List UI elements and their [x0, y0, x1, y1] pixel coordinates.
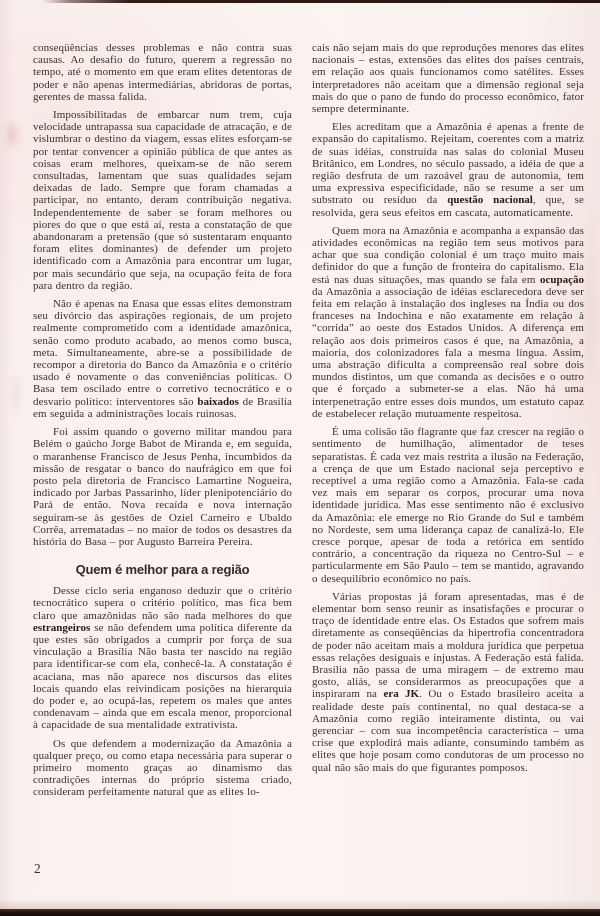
text-run: conseqüências desses problemas e não contra suas causas. Ao desafio do futuro, querem a regressão no tempo, até o momento em que eram elites detentoras de poder e não apenas intermediárias, abridoras de portas, gerentes de massa falida.	[33, 42, 292, 103]
emphasized-term: baixados	[197, 395, 239, 408]
text-run: É uma colisão tão flagrante que faz crescer na região o sentimento de humilhação, alimentador de teses separatistas. É cada vez mais restrita a ilusão na Federação, a crença de que um Estado nacional seja perceptivo e receptível a uma região como a Amazônia. Fala-se cada vez mais em separar os corpos, procurar uma nova identidade jurídica. Mas esse sentimento não é exclusivo da Amazônia: ele emerge no Rio Grande do Sul e também no Nordeste, sem uma liderança capaz de canalizá-lo. Ele cresce porque, apesar de toda a retórica em sentido contrário, a concentração da riqueza no Centro-Sul – e particularmente em São Paulo – tem se mantido, agravando o desequilíbrio econômico no país.	[312, 426, 584, 585]
paragraph	[33, 426, 292, 548]
section-heading: Quem é melhor para a região	[75, 562, 250, 578]
scan-edge-top	[0, 0, 600, 3]
emphasized-term: era JK	[383, 688, 420, 701]
emphasized-term: questão nacional	[447, 194, 533, 207]
text-run: da Amazônia a associação de idéias esclarecedora deve ser feita em relação à instalação dos ingleses na Índia ou dos franceses na Indochina e não exatamente em relação à “corrida” ao oeste dos Estados Unidos. A diferença em relação aos dois primeiros casos é que, na Amazônia, a maioria, dos colonizadores fala a mesma língua. Assim, uma abstração dificulta a compreensão real sobre dois mundos distintos, um que comanda as decisões e o outro que é forçado a submeter-se a elas. Não há uma interpenetração entre esses dois mundos, um estatuto capaz de estabelecer relação mutuamente respeitosa.	[312, 285, 584, 420]
text-run: Várias propostas já foram apresentadas, mas é de elementar bom senso reunir as insatisfações e procurar o traço de identidade entre elas. Os Estados que sofrem mais diretamente as conseqüências da hipertrofia concentradora de poder não aceitam mais a moldura jurídica que perpetua essas relações desiguais e injustas. A Federação está falida. Brasília não passa de uma miragem – de extremo mau gosto, aliás, se considerarmos as preocupações que a inspiraram na	[312, 590, 584, 701]
text-run: cais não sejam mais do que reproduções menores das elites nacionais – estas, extensões das elites dos países centrais, em relação aos quais funcionamos como satélites. Esses interpretadores não aceitam que a dimensão regional seja mais do que o pano de fundo do processo econômico, fator sempre determinante.	[312, 42, 584, 116]
text-column-left	[33, 42, 292, 805]
text-column-right	[312, 42, 584, 805]
scan-smudge	[584, 200, 598, 420]
scan-edge-bottom	[0, 909, 600, 916]
scan-smudge	[10, 365, 22, 425]
paragraph	[312, 426, 584, 585]
paragraph	[312, 121, 584, 219]
paragraph	[312, 225, 584, 420]
paragraph	[312, 42, 584, 115]
text-run: Eles acreditam que a Amazônia é apenas a frente de expansão do capitalismo. Rejeitam, coerentes com a matriz de suas idéias, construída nas salas do colonial Museu Britânico, em Londres, no século passado, a idéia de que a região desfruta de um razoável grau de autonomia, tem uma expressiva especificidade, não se resume a ser um substrato ou resíduo da	[312, 121, 584, 207]
paragraph	[33, 585, 292, 731]
text-run: se não defendem uma política diferente da que estes são obrigados a cumprir por força de sua vinculação a Brasília Não basta ter nascido na região para identificar-se com ela, conhecê-la. A constatação é acaciana, mas não aparece nos discursos das elites locais quando elas reivindicam posições na hierarquia do poder e, ao ocupá-las, repetem os males que antes condenavam – ainda que em escala menor, proporcional à capacidade de sua mentalidade extrativista.	[33, 621, 292, 732]
emphasized-term: estrangeiros	[33, 621, 91, 634]
scan-smudge	[4, 118, 20, 152]
text-run: Não é apenas na Enasa que essas elites demonstram seu divórcio das aspirações regionais, de um projeto realmente comprometido com a identidade amazônica, senão como produto acabado, ao menos como busca, meta. Simultaneamente, abre-se a possibilidade de recompor a diretoria do Banco da Amazônia e o critério usado é novamente o das conveniências políticas. O Basa tem oscilado entre o corretivo tecnocrático e o desvario político: interventores são	[33, 298, 292, 408]
text-run: Quem mora na Amazônia e acompanha a expansão das atividades econômicas na região tem seus motivos para achar que sua condição colonial é um traço muito mais definidor do que a função de fronteira do capitalismo. Ela está nas duas situações, mas quando se fala em	[312, 224, 584, 286]
paragraph	[33, 298, 292, 420]
text-run: Impossibilitadas de embarcar num trem, cuja velocidade untrapassa sua capacidade de atracação, e de vislumbrar o destino da viagem, essas elites esforçam-se por tentar convencer a opinião pública de que antes as coisas eram melhores, queixam-se de não serem consultadas, lamentam que suas qualidades sejam deixadas de lado. Sempre que foram chamadas a participar, no entanto, deram contribuição negativa. Independentemente de saber se foram melhores ou piores do que o que está aí, resta a constatação de que abandonaram a pretensão (que só sustentaram enquanto foram elites dominantes) de defender um projeto identificado com a Amazônia para encontrar um lugar, por mais secundário que seja, na ocupação feita de fora para dentro da região.	[33, 109, 292, 292]
text-run: , que, se resolvida, gera seus efeitos em cascata, automaticamente.	[312, 194, 584, 219]
paragraph	[33, 109, 292, 292]
two-column-text	[33, 42, 584, 805]
text-run: de Brasília em seguida a administrações locais ruinosas.	[33, 395, 293, 420]
text-run: Foi assim quando o governo militar mandou para Belém o gaúcho Jorge Babot de Miranda e, em seguida, o maranhense Francisco de Jesus Penha, incumbidos da missão de resgatar o banco do naufrágico em que foi posto pela diretoria de Francisco Lamartine Nogueira, indicado por Jarbas Passarinho, líder plenipotenciário do Pará de então. Nova recaída e nova internação seguiram-se às gestões de Oziel Carneiro e Ubaldo Corrêa, arrematadas – no maior de todos os desastres da história do Basa – por Augusto Barreira Pereira.	[33, 426, 292, 548]
paragraph	[33, 738, 292, 799]
text-run: Desse ciclo seria enganoso deduzir que o critério tecnocrático supera o critério político, mas fica bem claro que amazônidas não são nada melhores do que	[33, 585, 292, 622]
scan-edge-bottom-shadow	[0, 899, 600, 909]
text-run: Os que defendem a modernização da Amazônia a qualquer preço, ou como etapa necessária para superar o primeiro momento graças ao dinamismo das contradições internas do próprio sistema criado, consideram perfeitamente natural que as elites lo-	[33, 737, 292, 799]
page-number: 2	[34, 861, 41, 876]
paragraph	[33, 42, 292, 103]
text-run: . Ou o Estado brasileiro aceita a realidade deste país continental, no qual destaca-se a Amazônia como região inteiramente distinta, ou vai gerenciar – com sua incompetência característica – uma crise que explodirá mais adiante, consumindo também as elites que hoje posam como condutoras de um processo no qual não são mais do que figurantes pomposos.	[312, 688, 585, 774]
paragraph	[312, 591, 584, 774]
emphasized-term: ocupação	[540, 273, 584, 286]
